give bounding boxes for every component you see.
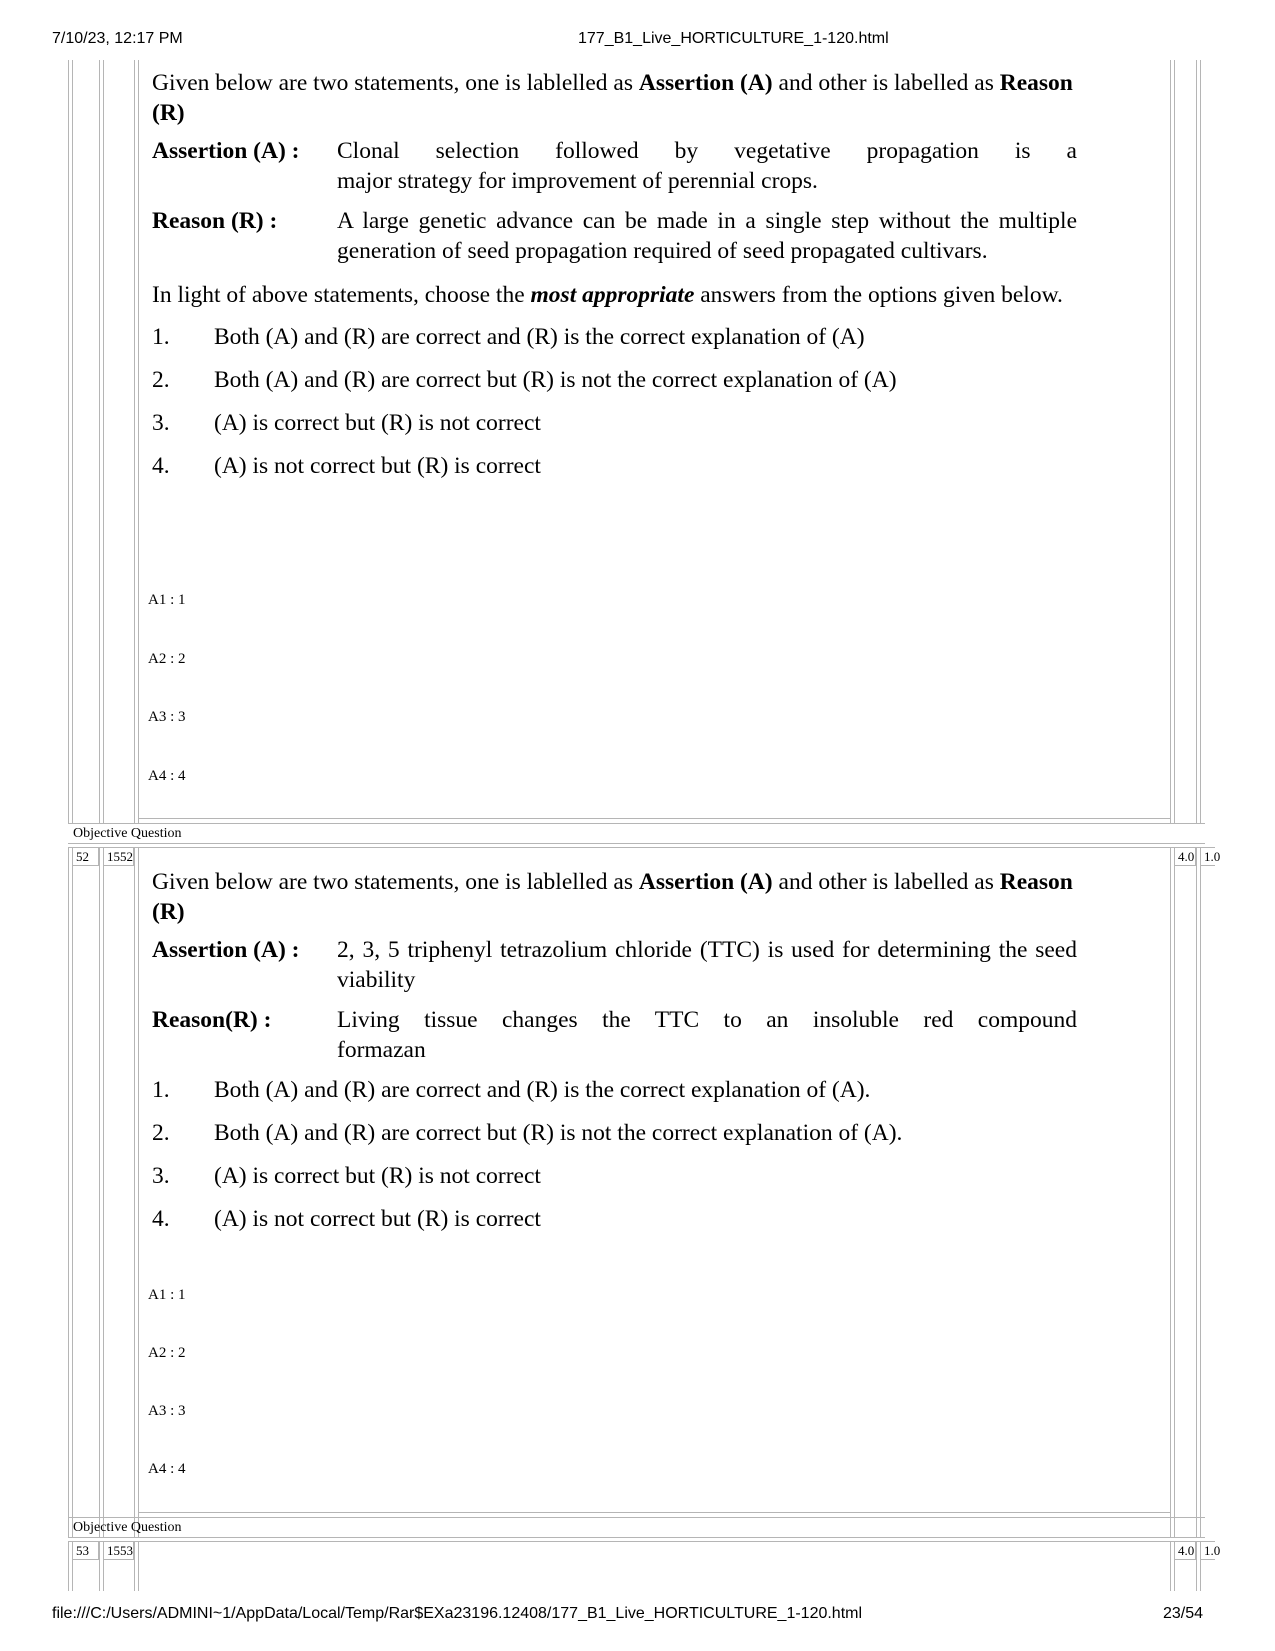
assertion-label: Assertion (A) : xyxy=(152,937,300,963)
file-path: file:///C:/Users/ADMINI~1/AppData/Local/Temp/Rar$EXa23196.12408/177_B1_Live_HORTICULTURE_1-120.html xyxy=(52,1605,863,1622)
question-body-prev xyxy=(152,68,1077,494)
reason-text: A large genetic advance can be made in a single step without the multiple generation of seed propagation required of seed propagated cultivars. xyxy=(337,208,1077,264)
reason-label: Reason (R) : xyxy=(152,208,278,234)
table-border xyxy=(138,818,1170,819)
answer-option: A2 : 2 xyxy=(148,651,186,667)
table-border xyxy=(138,60,139,823)
question-serial-cell: 53 xyxy=(72,1541,99,1560)
answer-option: A1 : 1 xyxy=(148,592,186,608)
assertion-statement xyxy=(152,136,1077,196)
table-border xyxy=(138,1541,139,1591)
table-border xyxy=(134,847,135,1537)
option-item: 4. (A) is not correct but (R) is correct xyxy=(152,453,541,479)
table-border xyxy=(1174,847,1175,1537)
option-item: 1. Both (A) and (R) are correct and (R) is the correct explanation of (A). xyxy=(152,1077,871,1103)
page-number: 23/54 xyxy=(1162,1605,1203,1622)
reason-statement xyxy=(152,206,1077,266)
table-border xyxy=(138,847,139,1537)
option-item: 2. Both (A) and (R) are correct but (R) is not the correct explanation of (A) xyxy=(152,367,897,393)
option-item: 3. (A) is correct but (R) is not correct xyxy=(152,1163,541,1189)
option-item: 1. Both (A) and (R) are correct and (R) is the correct explanation of (A) xyxy=(152,324,865,350)
question-intro: Given below are two statements, one is lablelled as Assertion (A) and other is labelled as Reason (R) xyxy=(152,70,1073,126)
table-border xyxy=(1200,60,1201,823)
table-border xyxy=(138,1512,1170,1513)
table-border xyxy=(72,847,73,1537)
table-border xyxy=(68,1541,69,1591)
answer-option: A4 : 4 xyxy=(148,768,186,784)
table-border xyxy=(68,1537,1205,1538)
question-type-label: Objective Question xyxy=(73,826,182,841)
table-border xyxy=(68,60,69,823)
question-body-52 xyxy=(152,867,1077,1247)
table-border xyxy=(68,1517,1205,1518)
table-border xyxy=(103,847,104,1537)
table-border xyxy=(1196,60,1197,823)
table-border xyxy=(68,847,69,1537)
table-border xyxy=(99,60,100,823)
reason-statement xyxy=(152,1005,1077,1065)
negative-marks-cell: 1.0 xyxy=(1200,847,1215,866)
question-intro: Given below are two statements, one is lablelled as Assertion (A) and other is labelled as Reason (R) xyxy=(152,869,1073,925)
table-border xyxy=(1196,847,1197,1537)
instruction-text: In light of above statements, choose the most appropriate answers from the options given below. xyxy=(152,282,1063,308)
table-border xyxy=(68,843,1205,844)
negative-marks-cell: 1.0 xyxy=(1200,1541,1215,1560)
print-datetime: 7/10/23, 12:17 PM xyxy=(52,30,183,47)
assertion-label: Assertion (A) : xyxy=(152,138,300,164)
reason-label: Reason(R) : xyxy=(152,1007,272,1033)
assertion-text: Clonal selection followed by vegetative propagation is a major strategy for improvement of perennial crops. xyxy=(337,138,1077,194)
assertion-text: 2, 3, 5 triphenyl tetrazolium chloride (TTC) is used for determining the seed viability xyxy=(337,937,1077,993)
document-title: 177_B1_Live_HORTICULTURE_1-120.html xyxy=(578,30,889,47)
question-id-cell: 1553 xyxy=(103,1541,134,1560)
reason-text: Living tissue changes the TTC to an insoluble red compound formazan xyxy=(337,1007,1077,1063)
table-border xyxy=(1174,60,1175,823)
question-serial-cell: 52 xyxy=(72,847,99,866)
table-border xyxy=(1196,1541,1197,1591)
option-item: 3. (A) is correct but (R) is not correct xyxy=(152,410,541,436)
marks-cell: 4.0 xyxy=(1174,847,1196,866)
table-border xyxy=(99,847,100,1537)
table-border xyxy=(134,1541,135,1591)
answer-option: A3 : 3 xyxy=(148,1403,186,1419)
question-id-cell: 1552 xyxy=(103,847,134,866)
table-border xyxy=(1170,60,1171,823)
table-border xyxy=(72,60,73,823)
table-border xyxy=(68,847,1205,848)
answer-option: A3 : 3 xyxy=(148,709,186,725)
answer-option: A2 : 2 xyxy=(148,1345,186,1361)
answer-option: A4 : 4 xyxy=(148,1461,186,1477)
table-border xyxy=(68,1541,1205,1542)
table-border xyxy=(134,60,135,823)
table-border xyxy=(1170,1541,1171,1591)
question-type-label: Objective Question xyxy=(73,1520,182,1535)
option-item: 2. Both (A) and (R) are correct but (R) is not the correct explanation of (A). xyxy=(152,1120,903,1146)
marks-cell: 4.0 xyxy=(1174,1541,1196,1560)
option-item: 4. (A) is not correct but (R) is correct xyxy=(152,1206,541,1232)
table-border xyxy=(99,1541,100,1591)
table-border xyxy=(103,60,104,823)
assertion-statement xyxy=(152,935,1077,995)
table-border xyxy=(1170,847,1171,1537)
answer-option: A1 : 1 xyxy=(148,1287,186,1303)
table-border xyxy=(1200,847,1201,1537)
table-border xyxy=(68,823,1205,824)
